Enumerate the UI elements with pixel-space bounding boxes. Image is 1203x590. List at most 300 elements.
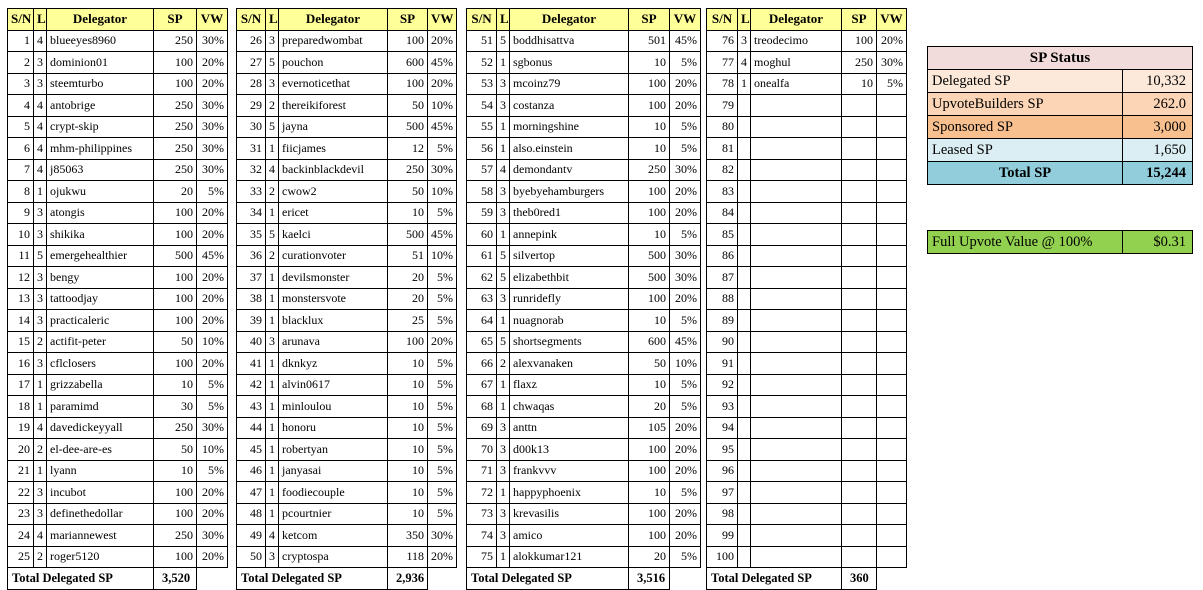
table-row bbox=[707, 482, 907, 504]
table-row bbox=[467, 331, 701, 353]
level-cell bbox=[738, 546, 751, 568]
vw-cell: 5% bbox=[670, 374, 701, 396]
level-cell: 1 bbox=[266, 439, 279, 461]
level-cell: 3 bbox=[497, 181, 510, 203]
delegator-cell: fiicjames bbox=[279, 138, 388, 160]
level-cell: 1 bbox=[266, 267, 279, 289]
sp-status-label: UpvoteBuilders SP bbox=[928, 93, 1123, 116]
table-row bbox=[237, 30, 457, 52]
vw-cell: 5% bbox=[428, 202, 457, 224]
sp-cell: 250 bbox=[154, 116, 197, 138]
sp-cell: 100 bbox=[154, 503, 197, 525]
level-cell: 4 bbox=[738, 52, 751, 74]
sp-cell: 10 bbox=[629, 138, 670, 160]
delegator-cell bbox=[751, 503, 842, 525]
level-cell bbox=[738, 353, 751, 375]
delegator-cell bbox=[751, 138, 842, 160]
table-row bbox=[707, 202, 907, 224]
table-row bbox=[467, 224, 701, 246]
level-cell: 3 bbox=[34, 73, 47, 95]
level-cell: 5 bbox=[497, 30, 510, 52]
delegator-cell: davedickeyyall bbox=[47, 417, 154, 439]
column-header-delegator: Delegator bbox=[47, 9, 154, 31]
column-header-vw: VW bbox=[670, 9, 701, 31]
sp-status-table bbox=[927, 46, 1193, 185]
vw-cell: 10% bbox=[428, 245, 457, 267]
vw-cell bbox=[877, 202, 907, 224]
delegator-cell: amico bbox=[510, 525, 629, 547]
sn-cell: 43 bbox=[237, 396, 266, 418]
sn-cell: 54 bbox=[467, 95, 497, 117]
sp-cell bbox=[842, 202, 877, 224]
table-row bbox=[707, 181, 907, 203]
sn-cell: 97 bbox=[707, 482, 738, 504]
sn-cell: 47 bbox=[237, 482, 266, 504]
sp-cell: 100 bbox=[154, 353, 197, 375]
column-header-l: L bbox=[497, 9, 510, 31]
table-row bbox=[8, 396, 228, 418]
sp-cell: 50 bbox=[154, 439, 197, 461]
vw-cell: 20% bbox=[670, 503, 701, 525]
sp-cell bbox=[842, 245, 877, 267]
upvote-value-amount: $0.31 bbox=[1123, 231, 1193, 254]
sp-cell: 100 bbox=[629, 73, 670, 95]
delegator-cell: dominion01 bbox=[47, 52, 154, 74]
table-row bbox=[237, 52, 457, 74]
level-cell: 1 bbox=[266, 202, 279, 224]
delegator-cell: demondantv bbox=[510, 159, 629, 181]
sp-cell: 10 bbox=[388, 353, 428, 375]
sp-cell: 10 bbox=[629, 310, 670, 332]
table-row bbox=[8, 202, 228, 224]
sn-cell: 49 bbox=[237, 525, 266, 547]
vw-cell: 20% bbox=[197, 52, 228, 74]
level-cell: 1 bbox=[266, 138, 279, 160]
sn-cell: 13 bbox=[8, 288, 34, 310]
table-row bbox=[237, 460, 457, 482]
sn-cell: 92 bbox=[707, 374, 738, 396]
sn-cell: 26 bbox=[237, 30, 266, 52]
sp-status-row bbox=[928, 93, 1193, 116]
sp-cell bbox=[842, 546, 877, 568]
sp-status-total-row bbox=[928, 162, 1193, 185]
sp-cell bbox=[842, 95, 877, 117]
sp-cell: 30 bbox=[154, 396, 197, 418]
vw-cell: 5% bbox=[670, 396, 701, 418]
level-cell: 5 bbox=[497, 245, 510, 267]
sp-cell bbox=[842, 267, 877, 289]
sn-cell: 42 bbox=[237, 374, 266, 396]
delegator-cell: definethedollar bbox=[47, 503, 154, 525]
level-cell bbox=[738, 95, 751, 117]
level-cell: 1 bbox=[266, 396, 279, 418]
delegator-cell bbox=[751, 267, 842, 289]
delegator-cell: ketcom bbox=[279, 525, 388, 547]
vw-cell: 20% bbox=[877, 30, 907, 52]
sp-status-label: Sponsored SP bbox=[928, 116, 1123, 139]
delegator-cell: practicaleric bbox=[47, 310, 154, 332]
table-row bbox=[8, 525, 228, 547]
level-cell: 1 bbox=[34, 181, 47, 203]
level-cell: 3 bbox=[34, 503, 47, 525]
table-row bbox=[8, 460, 228, 482]
sp-cell: 10 bbox=[842, 73, 877, 95]
table-row bbox=[467, 396, 701, 418]
table-row bbox=[8, 267, 228, 289]
table-row bbox=[237, 353, 457, 375]
vw-cell: 20% bbox=[428, 73, 457, 95]
sp-cell: 20 bbox=[629, 546, 670, 568]
table-row bbox=[467, 503, 701, 525]
level-cell: 3 bbox=[497, 525, 510, 547]
vw-cell bbox=[877, 546, 907, 568]
level-cell: 1 bbox=[497, 52, 510, 74]
sp-cell: 10 bbox=[629, 224, 670, 246]
delegator-cell: nuagnorab bbox=[510, 310, 629, 332]
level-cell: 1 bbox=[497, 396, 510, 418]
vw-cell: 30% bbox=[670, 267, 701, 289]
table-header-row bbox=[707, 9, 907, 31]
vw-cell: 30% bbox=[197, 525, 228, 547]
vw-cell: 10% bbox=[428, 95, 457, 117]
sp-cell bbox=[842, 159, 877, 181]
vw-cell: 45% bbox=[428, 52, 457, 74]
delegator-cell: chwaqas bbox=[510, 396, 629, 418]
sn-cell: 9 bbox=[8, 202, 34, 224]
sn-cell: 87 bbox=[707, 267, 738, 289]
delegator-cell bbox=[751, 546, 842, 568]
table-row bbox=[467, 202, 701, 224]
delegator-cell: mcoinz79 bbox=[510, 73, 629, 95]
vw-cell bbox=[877, 417, 907, 439]
delegator-cell: crypt-skip bbox=[47, 116, 154, 138]
table-row bbox=[237, 73, 457, 95]
sn-cell: 16 bbox=[8, 353, 34, 375]
sp-cell: 100 bbox=[154, 73, 197, 95]
sn-cell: 15 bbox=[8, 331, 34, 353]
total-sp-label: Total SP bbox=[928, 162, 1123, 185]
sn-cell: 91 bbox=[707, 353, 738, 375]
delegator-cell: blueeyes8960 bbox=[47, 30, 154, 52]
table-row bbox=[707, 374, 907, 396]
sn-cell: 3 bbox=[8, 73, 34, 95]
table-row bbox=[237, 310, 457, 332]
vw-cell bbox=[877, 288, 907, 310]
table-row bbox=[707, 95, 907, 117]
table-row bbox=[8, 181, 228, 203]
vw-cell: 5% bbox=[670, 138, 701, 160]
level-cell bbox=[738, 417, 751, 439]
column-header-sp: SP bbox=[154, 9, 197, 31]
vw-cell bbox=[877, 159, 907, 181]
sp-cell: 100 bbox=[629, 525, 670, 547]
vw-cell: 5% bbox=[670, 52, 701, 74]
sp-cell: 100 bbox=[629, 503, 670, 525]
delegator-cell: honoru bbox=[279, 417, 388, 439]
sn-cell: 33 bbox=[237, 181, 266, 203]
delegator-cell: onealfa bbox=[751, 73, 842, 95]
delegator-cell bbox=[751, 525, 842, 547]
table-row bbox=[8, 439, 228, 461]
delegator-cell: ericet bbox=[279, 202, 388, 224]
upvote-value-label: Full Upvote Value @ 100% bbox=[928, 231, 1123, 254]
delegator-cell: alexvanaken bbox=[510, 353, 629, 375]
table-row bbox=[467, 417, 701, 439]
vw-cell: 20% bbox=[670, 95, 701, 117]
sn-cell: 45 bbox=[237, 439, 266, 461]
total-row bbox=[467, 568, 701, 590]
sn-cell: 62 bbox=[467, 267, 497, 289]
level-cell bbox=[738, 525, 751, 547]
sn-cell: 58 bbox=[467, 181, 497, 203]
vw-cell bbox=[877, 224, 907, 246]
delegator-cell: mariannewest bbox=[47, 525, 154, 547]
sp-cell: 100 bbox=[388, 73, 428, 95]
level-cell: 5 bbox=[497, 267, 510, 289]
sn-cell: 77 bbox=[707, 52, 738, 74]
delegator-cell: kaelci bbox=[279, 224, 388, 246]
total-delegated-value: 2,936 bbox=[388, 568, 428, 590]
total-delegated-value: 3,520 bbox=[154, 568, 197, 590]
sp-cell: 100 bbox=[629, 439, 670, 461]
level-cell: 4 bbox=[266, 159, 279, 181]
delegator-cell bbox=[751, 482, 842, 504]
table-row bbox=[8, 503, 228, 525]
vw-cell: 5% bbox=[428, 460, 457, 482]
table-row bbox=[237, 417, 457, 439]
table-row bbox=[8, 138, 228, 160]
column-header-l: L bbox=[266, 9, 279, 31]
total-row bbox=[237, 568, 457, 590]
sn-cell: 75 bbox=[467, 546, 497, 568]
level-cell: 3 bbox=[34, 52, 47, 74]
vw-cell: 5% bbox=[428, 417, 457, 439]
sn-cell: 2 bbox=[8, 52, 34, 74]
delegator-cell: janyasai bbox=[279, 460, 388, 482]
sn-cell: 55 bbox=[467, 116, 497, 138]
sp-cell: 250 bbox=[154, 138, 197, 160]
table-row bbox=[467, 116, 701, 138]
table-row bbox=[707, 503, 907, 525]
level-cell: 3 bbox=[497, 503, 510, 525]
delegator-cell: incubot bbox=[47, 482, 154, 504]
sn-cell: 63 bbox=[467, 288, 497, 310]
sn-cell: 31 bbox=[237, 138, 266, 160]
delegator-table-3 bbox=[466, 8, 701, 590]
sp-cell: 600 bbox=[629, 331, 670, 353]
sn-cell: 37 bbox=[237, 267, 266, 289]
level-cell bbox=[738, 288, 751, 310]
sn-cell: 89 bbox=[707, 310, 738, 332]
vw-cell bbox=[877, 503, 907, 525]
delegator-cell: cryptospa bbox=[279, 546, 388, 568]
sn-cell: 96 bbox=[707, 460, 738, 482]
sp-cell: 25 bbox=[388, 310, 428, 332]
level-cell: 3 bbox=[266, 331, 279, 353]
vw-cell: 20% bbox=[670, 73, 701, 95]
level-cell bbox=[738, 202, 751, 224]
delegator-cell: robertyan bbox=[279, 439, 388, 461]
sp-cell bbox=[842, 525, 877, 547]
vw-cell: 30% bbox=[670, 245, 701, 267]
sn-cell: 28 bbox=[237, 73, 266, 95]
delegator-cell: curationvoter bbox=[279, 245, 388, 267]
delegator-cell: d00k13 bbox=[510, 439, 629, 461]
sn-cell: 70 bbox=[467, 439, 497, 461]
vw-cell: 20% bbox=[197, 353, 228, 375]
level-cell bbox=[738, 460, 751, 482]
column-header-sp: SP bbox=[842, 9, 877, 31]
total-delegated-label: Total Delegated SP bbox=[8, 568, 154, 590]
sn-cell: 57 bbox=[467, 159, 497, 181]
vw-cell: 5% bbox=[877, 73, 907, 95]
sn-cell: 56 bbox=[467, 138, 497, 160]
delegator-cell: foodiecouple bbox=[279, 482, 388, 504]
delegator-cell: arunava bbox=[279, 331, 388, 353]
delegator-cell: happyphoenix bbox=[510, 482, 629, 504]
table-row bbox=[8, 288, 228, 310]
table-row bbox=[237, 503, 457, 525]
delegator-cell: emergehealthier bbox=[47, 245, 154, 267]
sn-cell: 22 bbox=[8, 482, 34, 504]
sn-cell: 90 bbox=[707, 331, 738, 353]
level-cell: 1 bbox=[266, 482, 279, 504]
vw-cell bbox=[877, 460, 907, 482]
delegator-cell: thereikiforest bbox=[279, 95, 388, 117]
sp-cell: 10 bbox=[388, 503, 428, 525]
total-sp-value: 15,244 bbox=[1123, 162, 1193, 185]
table-row bbox=[237, 546, 457, 568]
table-row bbox=[237, 245, 457, 267]
level-cell: 1 bbox=[497, 138, 510, 160]
blank-cell bbox=[670, 568, 701, 590]
level-cell: 3 bbox=[738, 30, 751, 52]
column-header-delegator: Delegator bbox=[751, 9, 842, 31]
level-cell: 1 bbox=[266, 310, 279, 332]
table-row bbox=[237, 267, 457, 289]
sp-cell bbox=[842, 331, 877, 353]
sp-cell: 100 bbox=[154, 310, 197, 332]
level-cell bbox=[738, 224, 751, 246]
sp-cell: 10 bbox=[388, 417, 428, 439]
table-row bbox=[707, 396, 907, 418]
sn-cell: 82 bbox=[707, 159, 738, 181]
table-row bbox=[707, 116, 907, 138]
delegator-cell: anttn bbox=[510, 417, 629, 439]
sn-cell: 46 bbox=[237, 460, 266, 482]
sn-cell: 29 bbox=[237, 95, 266, 117]
level-cell: 3 bbox=[34, 310, 47, 332]
level-cell: 4 bbox=[34, 525, 47, 547]
level-cell: 4 bbox=[34, 159, 47, 181]
sp-cell: 50 bbox=[388, 95, 428, 117]
sn-cell: 66 bbox=[467, 353, 497, 375]
sp-cell: 20 bbox=[388, 267, 428, 289]
level-cell: 3 bbox=[266, 546, 279, 568]
sp-cell bbox=[842, 288, 877, 310]
table-header-row bbox=[8, 9, 228, 31]
vw-cell: 5% bbox=[670, 224, 701, 246]
table-row bbox=[707, 417, 907, 439]
vw-cell: 20% bbox=[197, 267, 228, 289]
table-row bbox=[467, 525, 701, 547]
sp-cell: 10 bbox=[154, 460, 197, 482]
vw-cell bbox=[877, 181, 907, 203]
sn-cell: 40 bbox=[237, 331, 266, 353]
vw-cell: 45% bbox=[197, 245, 228, 267]
vw-cell: 45% bbox=[428, 224, 457, 246]
column-header-l: L bbox=[34, 9, 47, 31]
table-row bbox=[467, 30, 701, 52]
table-row bbox=[467, 482, 701, 504]
sn-cell: 59 bbox=[467, 202, 497, 224]
sn-cell: 38 bbox=[237, 288, 266, 310]
sp-cell: 100 bbox=[388, 30, 428, 52]
sp-cell: 20 bbox=[388, 288, 428, 310]
level-cell: 2 bbox=[34, 331, 47, 353]
sn-cell: 27 bbox=[237, 52, 266, 74]
level-cell bbox=[738, 267, 751, 289]
sn-cell: 50 bbox=[237, 546, 266, 568]
level-cell: 1 bbox=[266, 460, 279, 482]
sn-cell: 86 bbox=[707, 245, 738, 267]
sp-cell: 100 bbox=[154, 202, 197, 224]
sn-cell: 80 bbox=[707, 116, 738, 138]
vw-cell: 45% bbox=[428, 116, 457, 138]
sp-cell: 250 bbox=[154, 525, 197, 547]
sp-cell: 100 bbox=[154, 224, 197, 246]
column-header-sn: S/N bbox=[707, 9, 738, 31]
delegator-cell: boddhisattva bbox=[510, 30, 629, 52]
level-cell: 5 bbox=[497, 331, 510, 353]
delegator-cell: elizabethbit bbox=[510, 267, 629, 289]
level-cell bbox=[738, 138, 751, 160]
table-row bbox=[707, 267, 907, 289]
delegator-cell bbox=[751, 116, 842, 138]
level-cell: 3 bbox=[497, 73, 510, 95]
table-row bbox=[707, 525, 907, 547]
vw-cell: 5% bbox=[428, 439, 457, 461]
sp-cell: 10 bbox=[388, 374, 428, 396]
delegator-table-2 bbox=[236, 8, 457, 590]
sp-cell bbox=[842, 439, 877, 461]
sp-cell: 100 bbox=[629, 460, 670, 482]
sn-cell: 36 bbox=[237, 245, 266, 267]
table-row bbox=[8, 374, 228, 396]
table-row bbox=[707, 159, 907, 181]
vw-cell: 5% bbox=[670, 482, 701, 504]
vw-cell: 5% bbox=[428, 503, 457, 525]
sp-cell: 100 bbox=[154, 482, 197, 504]
total-delegated-label: Total Delegated SP bbox=[707, 568, 842, 590]
sp-status-row bbox=[928, 70, 1193, 93]
sn-cell: 34 bbox=[237, 202, 266, 224]
sp-cell: 100 bbox=[842, 30, 877, 52]
delegator-cell: ojukwu bbox=[47, 181, 154, 203]
vw-cell: 20% bbox=[670, 525, 701, 547]
table-row bbox=[707, 546, 907, 568]
upvote-value-table bbox=[927, 230, 1193, 254]
level-cell bbox=[738, 159, 751, 181]
level-cell: 3 bbox=[497, 288, 510, 310]
sp-cell: 100 bbox=[629, 202, 670, 224]
sn-cell: 1 bbox=[8, 30, 34, 52]
sn-cell: 51 bbox=[467, 30, 497, 52]
sn-cell: 68 bbox=[467, 396, 497, 418]
sn-cell: 69 bbox=[467, 417, 497, 439]
column-header-delegator: Delegator bbox=[510, 9, 629, 31]
vw-cell: 5% bbox=[428, 267, 457, 289]
